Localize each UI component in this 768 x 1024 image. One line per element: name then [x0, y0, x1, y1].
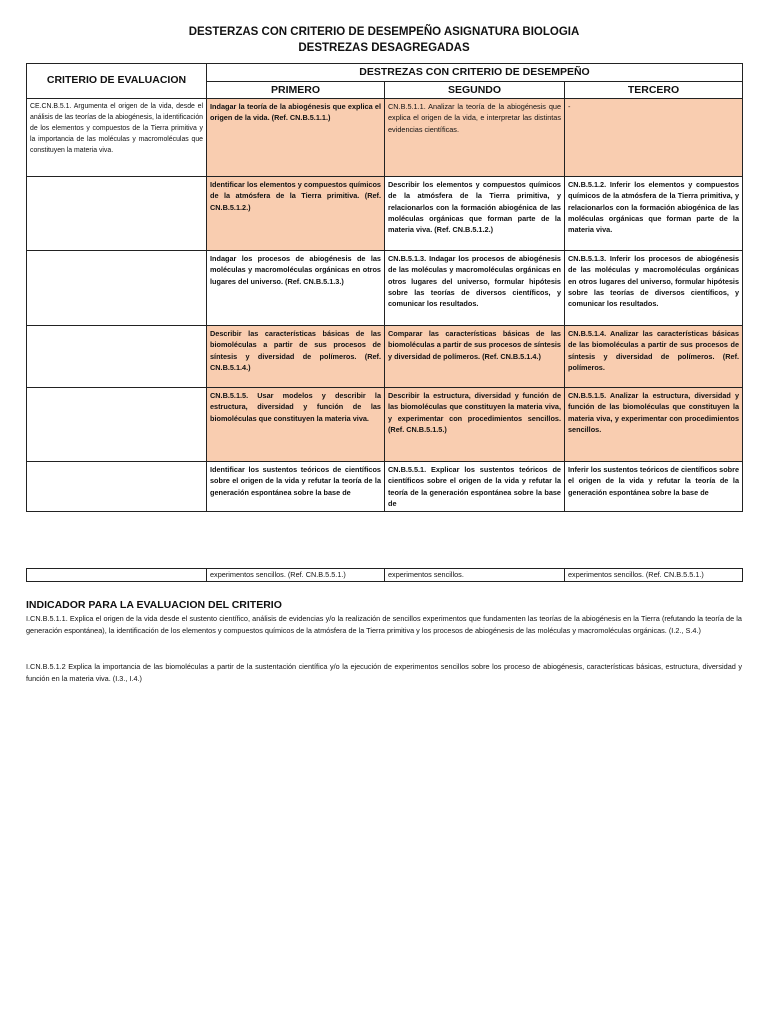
segundo-cell: CN.B.5.5.1. Explicar los sustentos teóricos de científicos sobre el origen de la vida y refutar la teoría de la generación espontánea sobre la base de — [385, 462, 565, 512]
tercero-cell: experimentos sencillos. (Ref. CN.B.5.5.1.) — [565, 569, 743, 582]
primero-cell: Indagar la teoría de la abiogénesis que explica el origen de la vida. (Ref. CN.B.5.1.1.) — [207, 99, 385, 177]
criterio-cell — [27, 177, 207, 251]
indicator-title: INDICADOR PARA LA EVALUACION DEL CRITERIO — [26, 599, 282, 611]
indicator-paragraph: I.CN.B.5.1.2 Explica la importancia de las biomoléculas a partir de la sustentación científica y/o la ejecución de experimentos sencillos sobre los proceso de abiogénesis, características básicas, estructura, diversidad y función en la materia viva. (I.3., I.4.) — [26, 662, 742, 683]
segundo-cell: Describir los elementos y compuestos químicos de la atmósfera de la Tierra primitiva, y relacionarlos con la formación abiogénica de las moléculas orgánicas que forman parte de la materia viva. (Ref. CN.B.5.1.2.) — [385, 177, 565, 251]
column-header-primero: PRIMERO — [207, 82, 385, 99]
primero-cell: Identificar los elementos y compuestos químicos de la atmósfera de la Tierra primitiva. (Ref. CN.B.5.1.2.) — [207, 177, 385, 251]
segundo-cell: experimentos sencillos. — [385, 569, 565, 582]
skills-table — [26, 63, 743, 512]
primero-cell: experimentos sencillos. (Ref. CN.B.5.5.1.) — [207, 569, 385, 582]
criterio-cell — [27, 462, 207, 512]
skills-table-continuation — [26, 568, 743, 582]
criterio-cell — [27, 251, 207, 326]
criterio-cell — [27, 326, 207, 388]
primero-cell: Describir las características básicas de las biomoléculas a partir de sus procesos de síntesis y diversidad de polímeros. (Ref. CN.B.5.1.4.) — [207, 326, 385, 388]
table-row — [27, 251, 743, 326]
table-row — [27, 388, 743, 462]
primero-cell: Indagar los procesos de abiogénesis de las moléculas y macromoléculas orgánicas en otros lugares del universo. (Ref. CN.B.5.1.3.) — [207, 251, 385, 326]
column-header-tercero: TERCERO — [565, 82, 743, 99]
document-title: DESTERZAS CON CRITERIO DE DESEMPEÑO ASIGNATURA BIOLOGIA — [188, 26, 580, 38]
segundo-cell: Comparar las características básicas de las biomoléculas a partir de sus procesos de síntesis y diversidad de polímeros. (Ref. CN.B.5.1.4.) — [385, 326, 565, 388]
primero-cell: Identificar los sustentos teóricos de científicos sobre el origen de la vida y refutar la teoría de la generación espontánea sobre la base de — [207, 462, 385, 512]
table-row — [27, 569, 743, 582]
table-row — [27, 462, 743, 512]
criterio-cell: CE.CN.B.5.1. Argumenta el origen de la vida, desde el análisis de las teorías de la abiogénesis, la identificación de los elementos y compuestos de la Tierra primitiva y la importancia de las moléculas y macromoléculas que constituyen la materia viva. — [27, 99, 207, 177]
tercero-cell: Inferir los sustentos teóricos de científicos sobre el origen de la vida y refutar la teoría de la generación espontánea sobre la base de — [565, 462, 743, 512]
table-row — [27, 99, 743, 177]
document-subtitle: DESTREZAS DESAGREGADAS — [298, 42, 470, 54]
segundo-cell: CN.B.5.1.3. Indagar los procesos de abiogénesis de las moléculas y macromoléculas orgánicas en otros lugares del universo, formular hipótesis sobre las teorías de diversos científicos, y comunicar los resultados. — [385, 251, 565, 326]
tercero-cell: CN.B.5.1.3. Inferir los procesos de abiogénesis de las moléculas y macromoléculas orgánicas en otros lugares del universo, formular hipótesis sobre las teorías de diversos científicos, y comunicar los resultados. — [565, 251, 743, 326]
column-header-segundo: SEGUNDO — [385, 82, 565, 99]
tercero-cell: CN.B.5.1.4. Analizar las características básicas de las biomoléculas a partir de sus procesos de síntesis y diversidad de polímeros. (Ref. polímeros. — [565, 326, 743, 388]
indicator-paragraph: I.CN.B.5.1.1. Explica el origen de la vida desde el sustento científico, análisis de evidencias y/o la realización de sencillos experimentos que fundamenten las teorías de la abiogénesis en la Tierra (refutando la teoría de la generación espontánea), la identificación de los elementos y compuestos químicos de la atmósfera de la Tierra primitiva y los procesos de abiogénesis de las moléculas y macromoléculas orgánicas. (I.2., S.4.) — [26, 614, 742, 635]
table-row — [27, 177, 743, 251]
table-row — [27, 326, 743, 388]
segundo-cell: CN.B.5.1.1. Analizar la teoría de la abiogénesis que explica el origen de la vida, e interpretar las distintas evidencias científicas. — [385, 99, 565, 177]
tercero-cell: - — [565, 99, 743, 177]
criterio-cell — [27, 569, 207, 582]
tercero-cell: CN.B.5.1.5. Analizar la estructura, diversidad y función de las biomoléculas que constituyen la materia viva, y experimentar con procedimientos sencillos. — [565, 388, 743, 462]
destrezas-header: DESTREZAS CON CRITERIO DE DESEMPEÑO — [207, 64, 743, 82]
segundo-cell: Describir la estructura, diversidad y función de las biomoléculas que constituyen la materia viva, y experimentar con procedimientos sencillos. (Ref. CN.B.5.1.5.) — [385, 388, 565, 462]
tercero-cell: CN.B.5.1.2. Inferir los elementos y compuestos químicos de la atmósfera de la Tierra primitiva, y relacionarlos con la formación abiogénica de las moléculas orgánicas que forman parte de la materia viva. — [565, 177, 743, 251]
criterio-header: CRITERIO DE EVALUACION — [27, 64, 207, 99]
primero-cell: CN.B.5.1.5. Usar modelos y describir la estructura, diversidad y función de las biomoléculas que constituyen la materia viva. — [207, 388, 385, 462]
criterio-cell — [27, 388, 207, 462]
